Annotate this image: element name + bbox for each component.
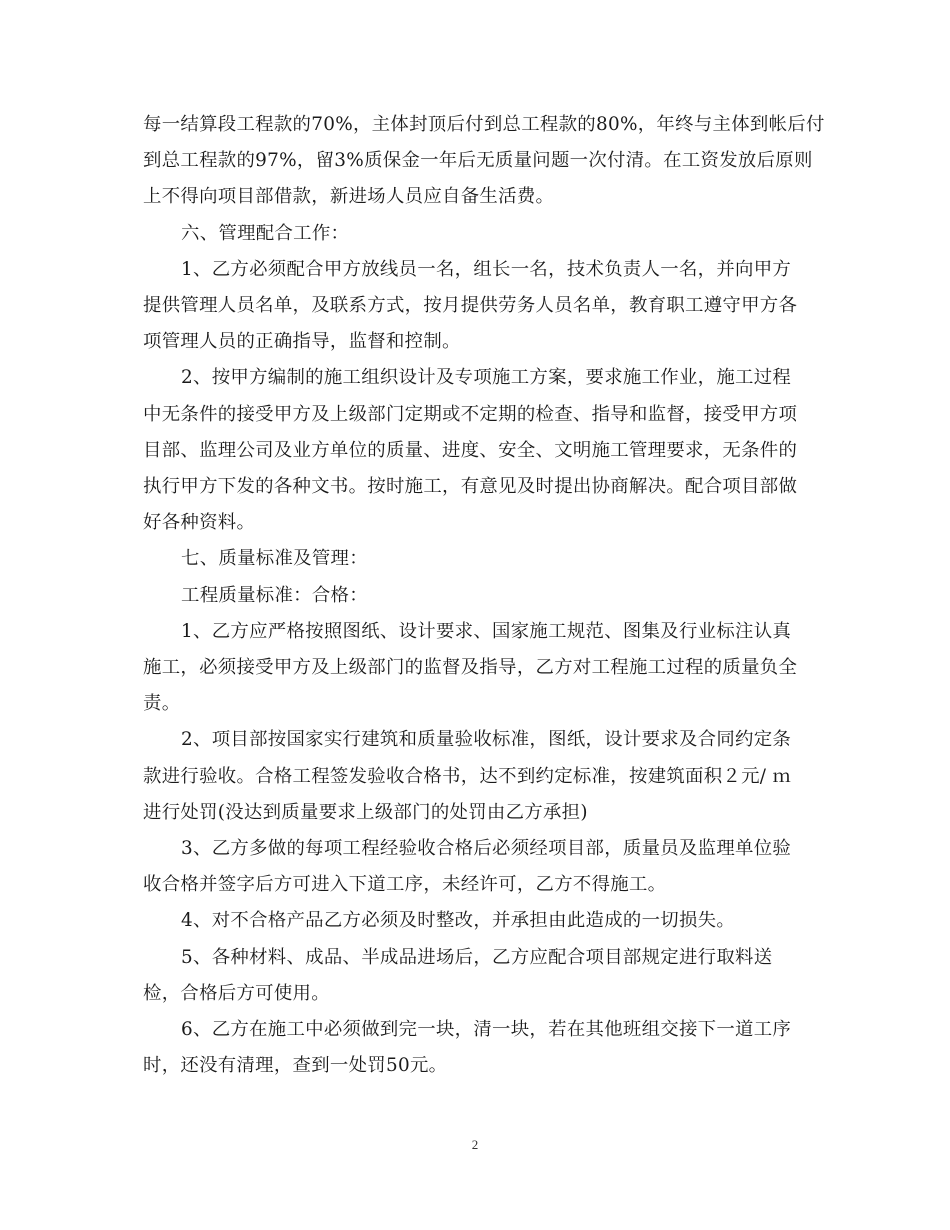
text-line: 六、管理配合工作：	[181, 222, 350, 244]
text-line: 责。	[143, 693, 181, 715]
text-line: 1、乙方必须配合甲方放线员一名，组长一名，技术负责人一名，并向甲方	[181, 258, 792, 280]
text-line: 每一结算段工程款的70%，主体封顶后付到总工程款的80%，年终与主体到帐后付	[143, 114, 825, 135]
text-line: 好各种资料。	[143, 512, 256, 534]
text-line: 3、乙方多做的每项工程经验收合格后必须经项目部，质量员及监理单位验	[181, 838, 792, 860]
text-line: 2、项目部按国家实行建筑和质量验收标准，图纸，设计要求及合同约定条	[181, 729, 792, 751]
text-line: 4、对不合格产品乙方必须及时整改，并承担由此造成的一切损失。	[181, 910, 736, 932]
document-body	[143, 107, 825, 1084]
text-line: 七、质量标准及管理：	[181, 548, 368, 570]
text-line: 检，合格后方可使用。	[143, 982, 330, 1004]
text-line: 收合格并签字后方可进入下道工序，未经许可，乙方不得施工。	[143, 874, 667, 896]
text-line: 时，还没有清理，查到一处罚50元。	[143, 1055, 448, 1077]
text-line: 施工，必须接受甲方及上级部门的监督及指导，乙方对工程施工过程的质量负全	[143, 657, 798, 679]
text-line: 工程质量标准：合格：	[181, 584, 368, 606]
text-line: 中无条件的接受甲方及上级部门定期或不定期的检查、指导和监督，接受甲方项	[143, 403, 798, 425]
page-number: 2	[471, 1137, 479, 1152]
text-line: 2、按甲方编制的施工组织设计及专项施工方案，要求施工作业，施工过程	[181, 367, 792, 389]
text-line: 执行甲方下发的各种文书。按时施工，有意见及时提出协商解决。配合项目部做	[143, 476, 798, 498]
text-line: 到总工程款的97%，留3%质保金一年后无质量问题一次付清。在工资发放后原则	[143, 150, 813, 172]
text-line: 款进行验收。合格工程签发验收合格书，达不到约定标准，按建筑面积２元/ ｍ	[143, 765, 792, 787]
text-line: 目部、监理公司及业方单位的质量、进度、安全、文明施工管理要求，无条件的	[143, 439, 798, 461]
text-line: 提供管理人员名单，及联系方式，按月提供劳务人员名单，教育职工遵守甲方各	[143, 295, 798, 317]
text-line: 上不得向项目部借款，新进场人员应自备生活费。	[143, 186, 555, 208]
text-line: 项管理人员的正确指导，监督和控制。	[143, 331, 461, 353]
text-line: 5、各种材料、成品、半成品进场后，乙方应配合项目部规定进行取料送	[181, 946, 773, 968]
text-line: 进行处罚(没达到质量要求上级部门的处罚由乙方承担)	[143, 801, 588, 823]
text-line: 1、乙方应严格按照图纸、设计要求、国家施工规范、图集及行业标注认真	[181, 620, 792, 642]
text-lines	[143, 107, 825, 1084]
text-line: 6、乙方在施工中必须做到完一块，清一块，若在其他班组交接下一道工序	[181, 1019, 792, 1041]
